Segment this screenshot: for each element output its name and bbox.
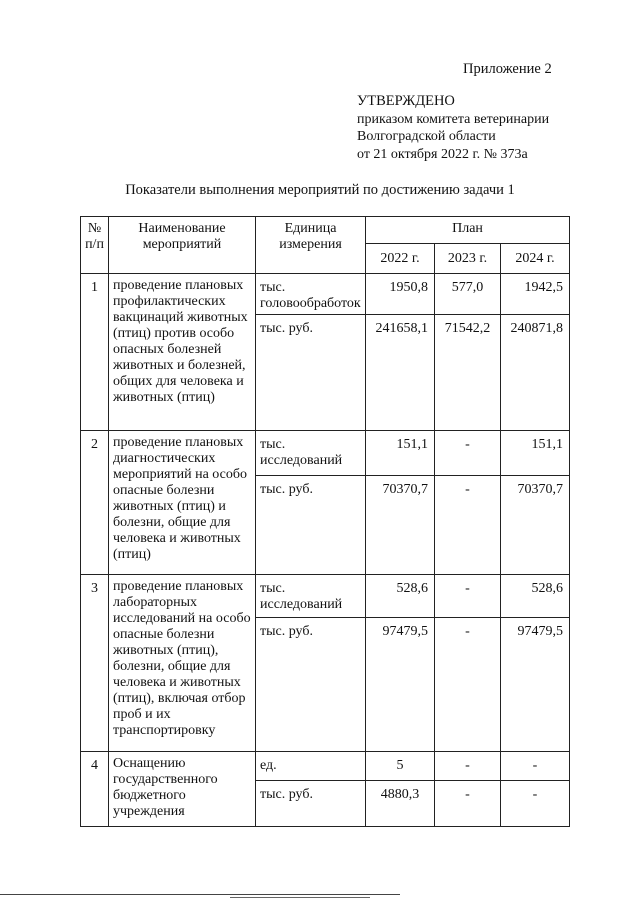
value-2024: 528,6 (501, 575, 570, 618)
table-row (81, 431, 570, 476)
row-name: проведение плановых лабораторных исследований на особо опасные болезни животных (птиц), болезни, общие для человека и животных (птиц), включая отбор проб и их транспортировку (109, 575, 256, 752)
header-plan: План (366, 217, 570, 244)
approved-line-3: от 21 октября 2022 г. № 373а (357, 146, 528, 162)
value-2023: 71542,2 (435, 315, 501, 431)
value-2022: 5 (366, 752, 435, 781)
approval-block (357, 93, 549, 163)
row-unit: тыс. исследований (256, 431, 366, 476)
value-2024: 151,1 (501, 431, 570, 476)
approved-line-1: приказом комитета ветеринарии (357, 111, 550, 127)
row-unit: тыс. руб. (256, 315, 366, 431)
value-2024: 70370,7 (501, 476, 570, 575)
row-unit: тыс. головообработок (256, 274, 366, 315)
value-2024: 1942,5 (501, 274, 570, 315)
row-unit: ед. (256, 752, 366, 781)
value-2022: 70370,7 (366, 476, 435, 575)
row-unit: тыс. исследований (256, 575, 366, 618)
value-2023: 577,0 (435, 274, 501, 315)
header-name: Наименование мероприятий (109, 217, 256, 274)
row-name: проведение плановых профилактических вакцинаций животных (птиц) против особо опасных болезней животных и болезней, общих для человека и животных (птиц) (109, 274, 256, 431)
row-unit: тыс. руб. (256, 476, 366, 575)
value-2024: 97479,5 (501, 618, 570, 752)
appendix-label: Приложение 2 (463, 61, 552, 77)
footer-rule-2 (230, 897, 370, 898)
row-number: 1 (81, 274, 109, 431)
value-2023: - (435, 752, 501, 781)
row-unit: тыс. руб. (256, 618, 366, 752)
header-year-2022: 2022 г. (366, 244, 435, 274)
document-title: Показатели выполнения мероприятий по достижению задачи 1 (125, 182, 515, 198)
row-number: 4 (81, 752, 109, 827)
value-2023: - (435, 575, 501, 618)
approved-title: УТВЕРЖДЕНО (357, 93, 455, 109)
table-row (81, 752, 570, 781)
value-2023: - (435, 618, 501, 752)
value-2022: 151,1 (366, 431, 435, 476)
row-name: проведение плановых диагностических мероприятий на особо опасные болезни животных (птиц) и болезни, общие для человека и животных (птиц) (109, 431, 256, 575)
row-number: 3 (81, 575, 109, 752)
header-number: № п/п (81, 217, 109, 274)
header-year-2024: 2024 г. (501, 244, 570, 274)
value-2023: - (435, 781, 501, 827)
approved-line-2: Волгоградской области (357, 129, 496, 144)
value-2022: 4880,3 (366, 781, 435, 827)
row-name: Оснащению государственного бюджетного учреждения (109, 752, 256, 827)
value-2022: 1950,8 (366, 274, 435, 315)
value-2023: - (435, 476, 501, 575)
row-unit: тыс. руб. (256, 781, 366, 827)
header-unit: Единица измерения (256, 217, 366, 274)
footer-rule (0, 894, 400, 895)
header-year-2023: 2023 г. (435, 244, 501, 274)
value-2024: - (501, 752, 570, 781)
value-2022: 528,6 (366, 575, 435, 618)
value-2024: 240871,8 (501, 315, 570, 431)
value-2023: - (435, 431, 501, 476)
value-2022: 97479,5 (366, 618, 435, 752)
value-2024: - (501, 781, 570, 827)
table-row (81, 274, 570, 315)
value-2022: 241658,1 (366, 315, 435, 431)
indicators-table (80, 216, 570, 827)
table-row (81, 575, 570, 618)
row-number: 2 (81, 431, 109, 575)
